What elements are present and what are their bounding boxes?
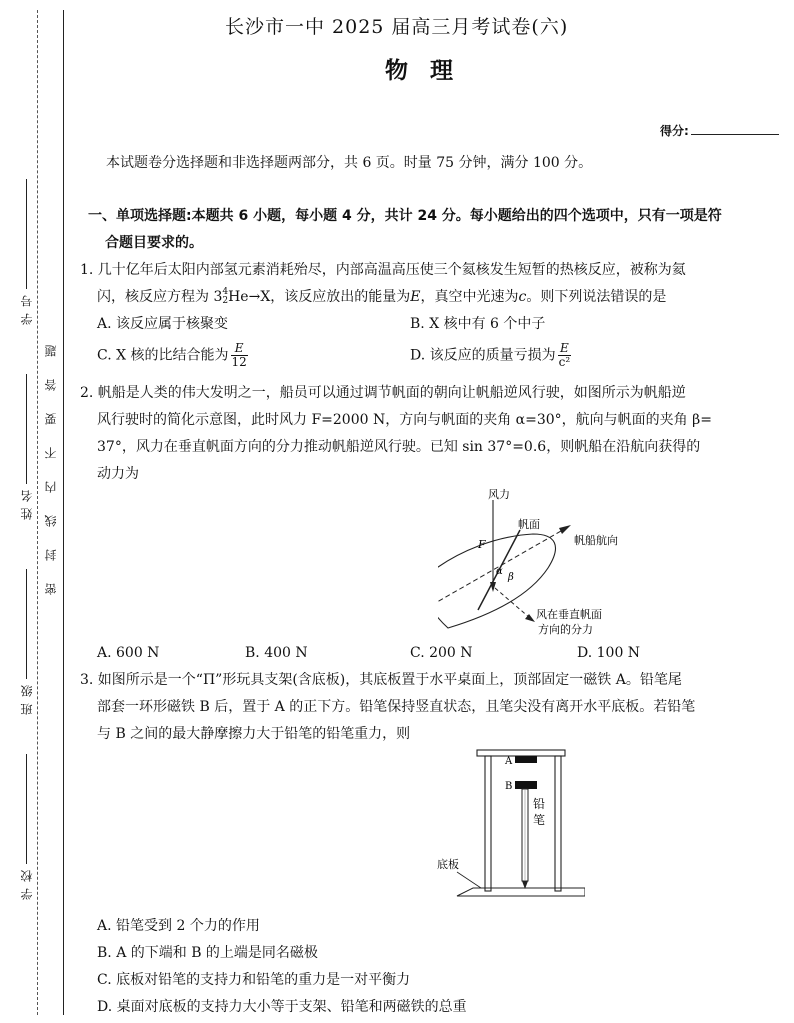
q1-options-row xyxy=(80,338,782,372)
binding-note-char: 内 xyxy=(44,481,58,493)
q3-option-c[interactable]: C. 底板对铅笔的支持力和铅笔的重力是一对平衡力 xyxy=(97,972,411,988)
binding-note-char: 答 xyxy=(44,379,58,391)
field-label: 学校 xyxy=(19,864,34,900)
binding-note xyxy=(42,345,60,595)
light-speed-symbol: c xyxy=(518,289,527,305)
pencil-label-2: 笔 xyxy=(533,813,546,827)
stand-diagram xyxy=(435,748,585,900)
exam-title: 长沙市一中 2025 届高三月考试卷(六) xyxy=(225,16,569,38)
section-heading-line: 一、单项选择题:本题共 6 小题，每小题 4 分，共计 24 分。每小题给出的四个选项中，只有一项是符 xyxy=(88,208,722,224)
magnet-a-label: A xyxy=(505,756,513,767)
field-underline xyxy=(26,569,27,679)
q1-option-d-text: D. 该反应的质量亏损为 xyxy=(410,347,556,364)
subject-title: 物理 xyxy=(385,58,475,84)
binding-note-char: 不 xyxy=(44,447,58,459)
field-underline xyxy=(26,179,27,289)
beta-symbol: β xyxy=(508,572,514,583)
heading-arrow-icon xyxy=(559,525,571,534)
field-label: 班级 xyxy=(19,679,34,715)
question-1-line: 1. 几十亿年后太阳内部氢元素消耗殆尽，内部高温高压使三个氦核发生短暂的热核反应，被称为氦 xyxy=(80,262,686,278)
question-1 xyxy=(80,257,782,372)
energy-symbol: E xyxy=(410,289,421,305)
question-3-line: 3. 如图所示是一个“Π”形玩具支架(含底板)，其底板置于水平桌面上，顶部固定一磁铁 A。铅笔尾 xyxy=(80,672,682,688)
q2-option-a[interactable]: A. 600 N xyxy=(97,645,160,661)
q3-option-b[interactable]: B. A 的下端和 B 的上端是同名磁极 xyxy=(97,945,318,961)
stand-base xyxy=(457,888,585,896)
question-3 xyxy=(80,667,782,748)
binding-note-char: 密 xyxy=(44,583,58,595)
question-2 xyxy=(80,380,782,488)
binding-note-char: 要 xyxy=(44,413,58,425)
binding-note-char: 封 xyxy=(44,549,58,561)
q1-options-row xyxy=(80,311,782,338)
fraction xyxy=(558,342,572,369)
base-label-leader xyxy=(457,872,481,888)
wind-label: 风力 xyxy=(488,488,510,501)
q1-text: ，真空中光速为 xyxy=(420,289,519,305)
normal-label-1: 风在垂直帆面 xyxy=(536,608,602,621)
question-3-line: 部套一环形磁铁 B 后，置于 A 的正下方。铅笔保持竖直状态，且笔尖没有离开水平底板。若铅笔 xyxy=(97,699,696,715)
field-underline xyxy=(26,754,27,864)
q2-option-c[interactable]: C. 200 N xyxy=(410,645,473,661)
fraction-numerator: E xyxy=(231,342,248,356)
magnet-b xyxy=(515,781,537,789)
stand-left-post xyxy=(485,756,491,891)
stand-top-bar xyxy=(477,750,565,756)
section-heading-line: 合题目要求的。 xyxy=(105,235,203,251)
stand-right-post xyxy=(555,756,561,891)
question-2-line: 风行驶时的简化示意图，此时风力 F=2000 N，方向与帆面的夹角 α=30°，航向与帆面的夹角 β= xyxy=(97,412,712,428)
magnet-a xyxy=(515,756,537,763)
question-2-line: 动力为 xyxy=(97,466,139,482)
q2-option-d[interactable]: D. 100 N xyxy=(577,645,641,661)
q1-option-d[interactable] xyxy=(410,342,571,370)
section-heading xyxy=(88,203,778,257)
question-2-line: 37°，风力在垂直帆面方向的分力推动帆船逆风行驶。已知 sin 37°=0.6，则帆船在沿航向获得的 xyxy=(97,439,701,455)
field-school[interactable] xyxy=(14,750,38,900)
q1-option-a[interactable]: A. 该反应属于核聚变 xyxy=(97,316,229,332)
field-underline xyxy=(26,374,27,484)
q3-option-a[interactable]: A. 铅笔受到 2 个力的作用 xyxy=(97,918,260,934)
normal-arrow-icon xyxy=(525,614,535,622)
q3-option-d[interactable]: D. 桌面对底板的支持力大小等于支架、铅笔和两磁铁的总重 xyxy=(97,999,467,1015)
score-label: 得分: xyxy=(660,124,689,138)
magnet-b-label: B xyxy=(505,781,513,792)
fraction-denominator: c² xyxy=(558,355,571,369)
question-2-line: 2. 帆船是人类的伟大发明之一，船员可以通过调节帆面的朝向让帆船逆风行驶，如图所示为帆船逆 xyxy=(80,385,686,401)
mass-number: 4 xyxy=(222,287,229,297)
pencil-label-1: 铅 xyxy=(533,797,546,811)
q2-options xyxy=(80,640,782,667)
q2-option-b[interactable]: B. 400 N xyxy=(245,645,308,661)
alpha-symbol: α xyxy=(496,566,503,577)
q1-text: 闪，核反应方程为 3 xyxy=(97,289,223,305)
fraction-numerator: E xyxy=(558,342,572,356)
sail-label: 帆面 xyxy=(518,518,540,531)
field-class[interactable] xyxy=(14,565,38,715)
q2-options-row xyxy=(80,640,782,667)
sailboat-diagram xyxy=(438,488,668,638)
score-blank[interactable] xyxy=(691,134,779,135)
question-3-line: 与 B 之间的最大静摩擦力大于铅笔的铅笔重力，则 xyxy=(97,726,411,742)
q1-text: 。则下列说法错误的是 xyxy=(526,289,667,305)
charge-number: 2 xyxy=(222,296,229,306)
score-field xyxy=(660,122,779,139)
q1-text: He→X，该反应放出的能量为 xyxy=(228,289,411,305)
field-label: 姓名 xyxy=(19,484,34,520)
q1-option-b[interactable]: B. X 核中有 6 个中子 xyxy=(410,316,546,332)
binding-solid-line xyxy=(63,10,64,1015)
field-student-id[interactable] xyxy=(14,175,38,325)
base-label: 底板 xyxy=(437,858,459,871)
q1-option-c[interactable] xyxy=(97,342,248,370)
binding-note-char: 题 xyxy=(44,345,58,357)
fraction xyxy=(231,342,248,369)
heading-label: 帆船航向 xyxy=(574,534,618,547)
binding-note-char: 线 xyxy=(44,515,58,527)
field-label: 学号 xyxy=(19,289,34,325)
normal-label-2: 方向的分力 xyxy=(538,623,593,636)
question-1-line xyxy=(80,284,782,311)
field-name[interactable] xyxy=(14,370,38,520)
binding-margin xyxy=(0,0,80,1023)
fraction-denominator: 12 xyxy=(231,355,247,369)
exam-intro: 本试题卷分选择题和非选择题两部分，共 6 页。时量 75 分钟，满分 100 分。 xyxy=(106,155,593,171)
force-symbol: F xyxy=(478,538,486,551)
q1-option-c-text: C. X 核的比结合能为 xyxy=(97,347,229,364)
q3-options xyxy=(80,913,782,1021)
